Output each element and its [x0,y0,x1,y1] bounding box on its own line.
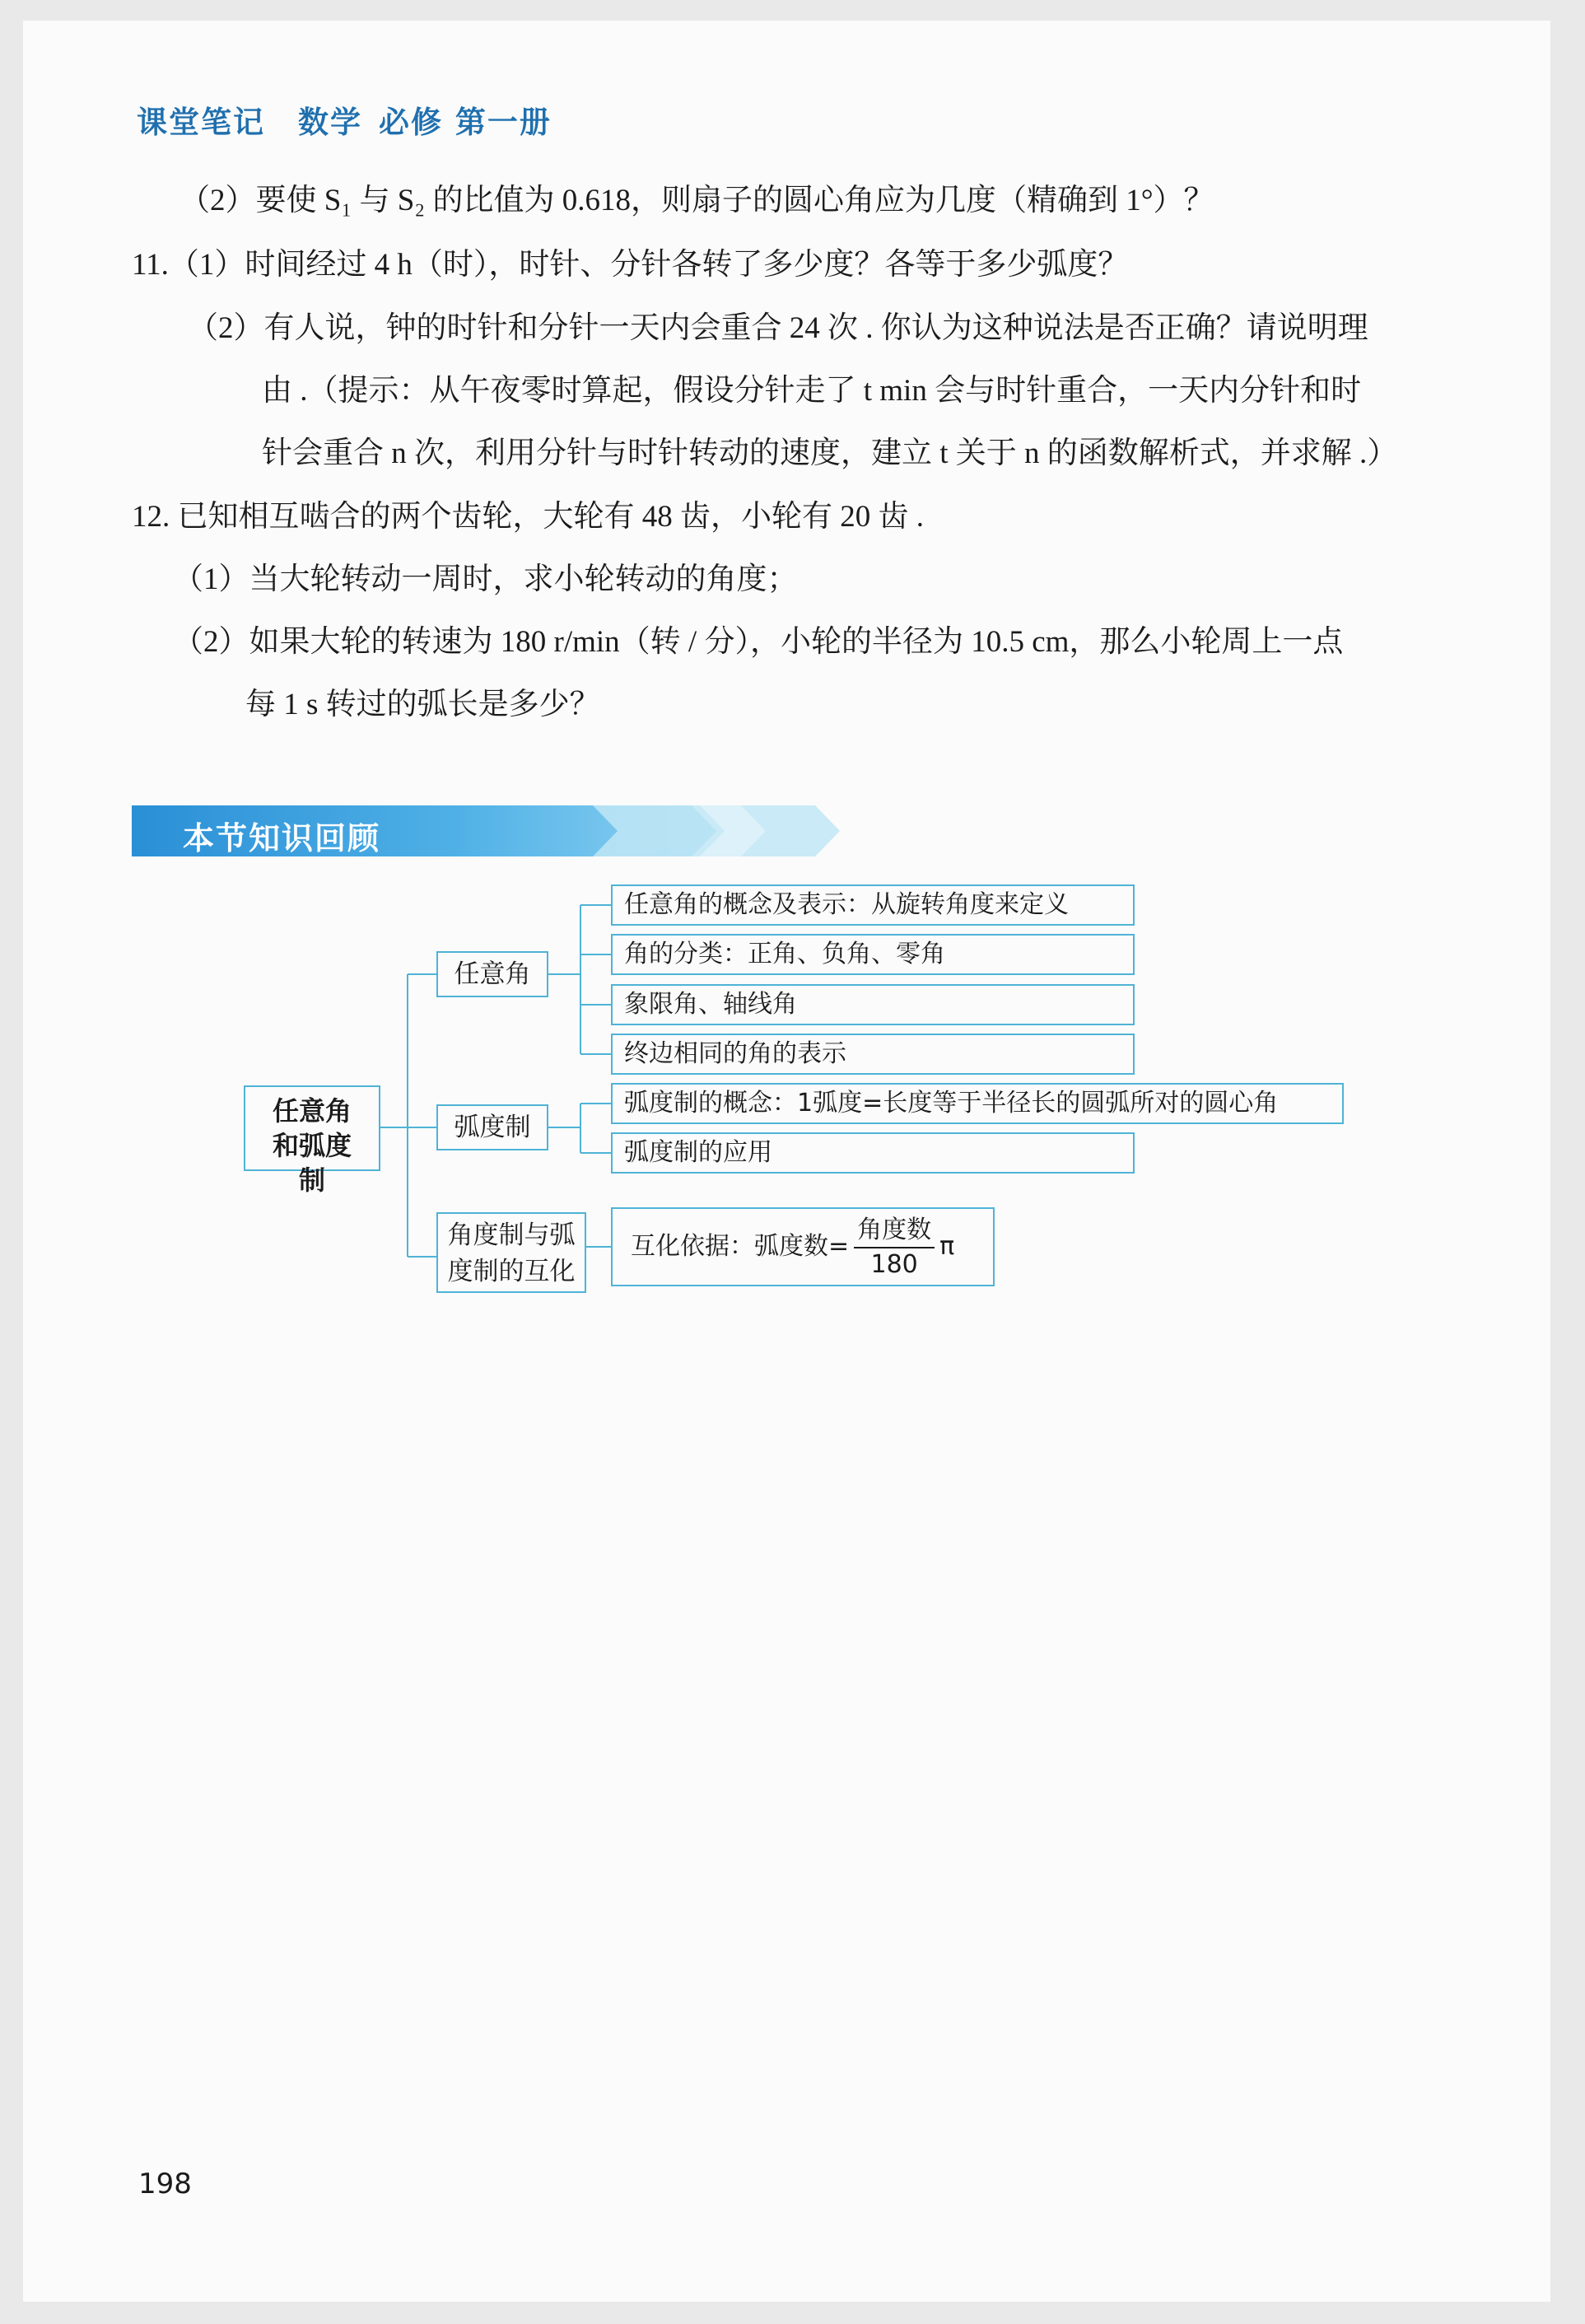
header-book: 课堂笔记 [137,105,265,140]
exercise-11-part-2-line-3: 针会重合 n 次，利用分针与时针转动的速度，建立 t 关于 n 的函数解析式，并求解 .） [262,436,1398,470]
exercise-12-part-2-line-1: （2）如果大轮的转速为 180 r/min（转 / 分），小轮的半径为 10.5 cm，那么小轮周上一点 [173,625,1344,659]
leaf-text: 终边相同的角的表示 [624,1039,846,1068]
exercise-11-part-2-line-1: （2）有人说，钟的时针和分针一天内会重合 24 次 . 你认为这种说法是否正确？请说明理 [188,311,1368,345]
exercise-12-part-2-line-2: 每 1 s 转过的弧长是多少？ [245,688,600,721]
formula-numerator: 角度数 [854,1216,935,1248]
leaf-quadrant-angle [611,984,1135,1025]
leaf-text: 象限角、轴线角 [624,990,797,1019]
exercise-10-part-2: （2）要使 S₁ 与 S₂ 的比值为 0.618，则扇子的圆心角应为几度（精确到 1°）？ [179,184,1214,217]
leaf-coterminal-angle [611,1034,1135,1075]
branch-label: 任意角 [454,959,531,989]
branch-arbitrary-angle [436,951,548,997]
page-number: 198 [138,2168,192,2200]
leaf-text: 弧度制的概念：1弧度=长度等于半径长的圆弧所对的圆心角 [624,1089,1279,1118]
branch-degree-radian-conversion [436,1212,586,1293]
formula-prefix: 互化依据：弧度数= [631,1232,850,1261]
branch-label: 弧度制 [454,1113,531,1142]
formula-pi: π [939,1232,955,1261]
leaf-angle-classification [611,934,1135,975]
header-volume: 必修 第一册 [379,105,552,140]
leaf-angle-concept [611,884,1135,926]
leaf-text: 角的分类：正角、负角、零角 [624,940,945,968]
leaf-text: 弧度制的应用 [624,1138,772,1167]
section-review-title: 本节知识回顾 [183,820,381,856]
leaf-text: 任意角的概念及表示：从旋转角度来定义 [624,890,1069,919]
branch-radian-measure [436,1104,548,1150]
leaf-conversion-formula [611,1207,995,1286]
branch-label: 角度制与弧度制的互化 [447,1220,576,1286]
formula-denominator: 180 [870,1249,918,1279]
exercise-11-part-2-line-2: 由 .（提示：从午夜零时算起，假设分针走了 t min 会与时针重合，一天内分针和时 [262,374,1362,408]
leaf-radian-concept [611,1083,1344,1124]
leaf-radian-application [611,1132,1135,1174]
header-subject: 数学 [298,105,362,140]
exercise-12-part-1: （1）当大轮转动一周时，求小轮转动的角度； [173,562,798,596]
exercise-11-part-1: 11.（1）时间经过 4 h（时），时针、分针各转了多少度？各等于多少弧度？ [132,248,1129,282]
formula-fraction [854,1216,935,1280]
mind-map-root-label: 任意角和弧度制 [272,1095,352,1196]
mind-map-root [244,1085,380,1196]
exercise-12: 12. 已知相互啮合的两个齿轮，大轮有 48 齿，小轮有 20 齿 . [132,500,924,534]
